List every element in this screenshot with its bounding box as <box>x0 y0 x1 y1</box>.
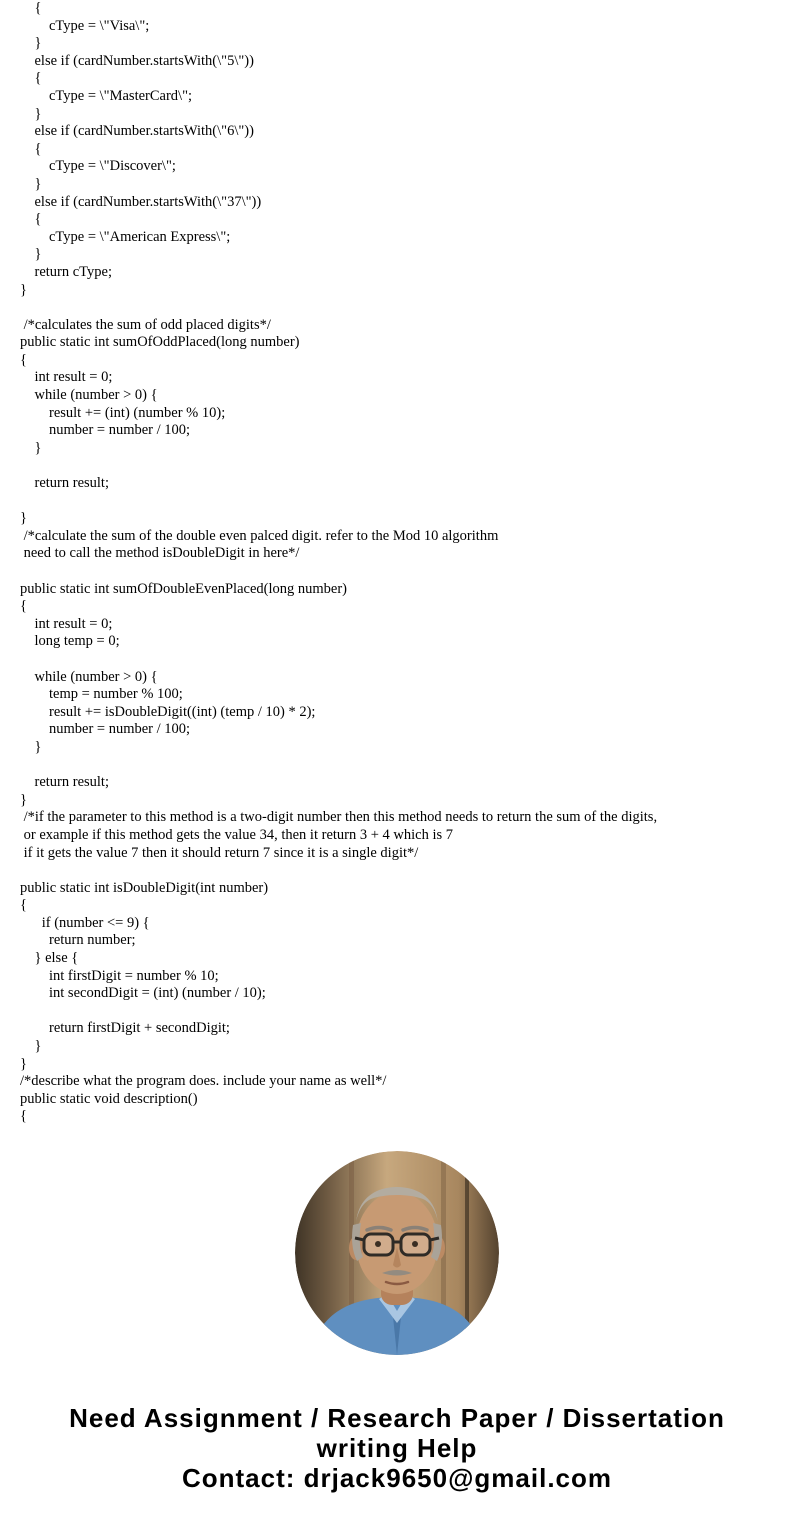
code-line: } <box>20 510 27 527</box>
code-line: result += isDoubleDigit((int) (temp / 10) * 2); <box>20 703 316 720</box>
code-line: if (number <= 9) { <box>20 914 150 931</box>
code-line: /*calculates the sum of odd placed digits*/ <box>20 316 271 333</box>
code-line <box>20 563 794 581</box>
code-line: int result = 0; <box>20 615 113 632</box>
code-line: else if (cardNumber.startsWith(\"37\")) <box>20 193 262 210</box>
code-line <box>20 1003 794 1021</box>
help-heading-line2: writing Help <box>316 1433 478 1463</box>
code-line: while (number > 0) { <box>20 387 158 404</box>
code-line: number = number / 100; <box>20 422 191 439</box>
code-line: public static int isDoubleDigit(int number) <box>20 879 269 896</box>
code-line: { <box>20 140 42 157</box>
code-line: return cType; <box>20 263 112 280</box>
code-line <box>20 757 794 775</box>
code-line: return firstDigit + secondDigit; <box>20 1020 230 1037</box>
code-line: } <box>20 1055 27 1072</box>
code-line: } <box>20 1038 42 1055</box>
footer <box>0 1403 794 1493</box>
code-line: } else { <box>20 950 79 967</box>
code-line: cType = \"MasterCard\"; <box>20 87 193 104</box>
code-line: } <box>20 281 27 298</box>
code-line: { <box>20 0 42 16</box>
code-line: } <box>20 35 42 52</box>
code-line: cType = \"Discover\"; <box>20 158 176 175</box>
code-line: public static void description() <box>20 1090 198 1107</box>
code-line: result += (int) (number % 10); <box>20 404 226 421</box>
code-line: { <box>20 351 27 368</box>
code-line: { <box>20 211 42 228</box>
code-line: { <box>20 70 42 87</box>
code-line <box>20 862 794 880</box>
code-line: } <box>20 105 42 122</box>
code-line: int firstDigit = number % 10; <box>20 967 219 984</box>
code-line: else if (cardNumber.startsWith(\"5\")) <box>20 52 254 69</box>
code-line <box>20 651 794 669</box>
code-line: public static int sumOfDoubleEvenPlaced(long number) <box>20 580 347 597</box>
code-line: return result; <box>20 475 109 492</box>
code-line: number = number / 100; <box>20 721 191 738</box>
code-line: /*if the parameter to this method is a two-digit number then this method needs to return the sum of the digits, <box>20 809 658 826</box>
code-line: return number; <box>20 932 136 949</box>
code-line: int result = 0; <box>20 369 113 386</box>
code-line: { <box>20 1108 27 1125</box>
code-line: } <box>20 439 42 456</box>
profile-photo-wrap <box>0 1151 794 1355</box>
code-line: else if (cardNumber.startsWith(\"6\")) <box>20 123 254 140</box>
code-line: } <box>20 791 27 808</box>
code-line <box>20 299 794 317</box>
code-line: /*describe what the program does. include your name as well*/ <box>20 1073 387 1090</box>
code-line: while (number > 0) { <box>20 668 158 685</box>
code-line: { <box>20 897 27 914</box>
code-line: } <box>20 175 42 192</box>
code-line: or example if this method gets the value 34, then it return 3 + 4 which is 7 <box>20 826 454 843</box>
code-line: } <box>20 246 42 263</box>
code-line: return result; <box>20 774 109 791</box>
code-line: int secondDigit = (int) (number / 10); <box>20 985 266 1002</box>
code-line: cType = \"American Express\"; <box>20 228 231 245</box>
code-line: cType = \"Visa\"; <box>20 17 150 34</box>
code-line <box>20 493 794 511</box>
code-line: { <box>20 598 27 615</box>
code-line: /*calculate the sum of the double even palced digit. refer to the Mod 10 algorithm <box>20 527 499 544</box>
code-line: } <box>20 738 42 755</box>
profile-photo <box>295 1151 499 1355</box>
code-line: temp = number % 100; <box>20 686 183 703</box>
code-line <box>20 457 794 475</box>
contact-email: Contact: drjack9650@gmail.com <box>181 1463 613 1493</box>
code-line: if it gets the value 7 then it should return 7 since it is a single digit*/ <box>20 844 419 861</box>
help-heading-line1: Need Assignment / Research Paper / Dissertation <box>69 1403 725 1433</box>
code-line: need to call the method isDoubleDigit in here*/ <box>20 545 300 562</box>
code-line: long temp = 0; <box>20 633 120 650</box>
code-line: public static int sumOfOddPlaced(long number) <box>20 334 300 351</box>
